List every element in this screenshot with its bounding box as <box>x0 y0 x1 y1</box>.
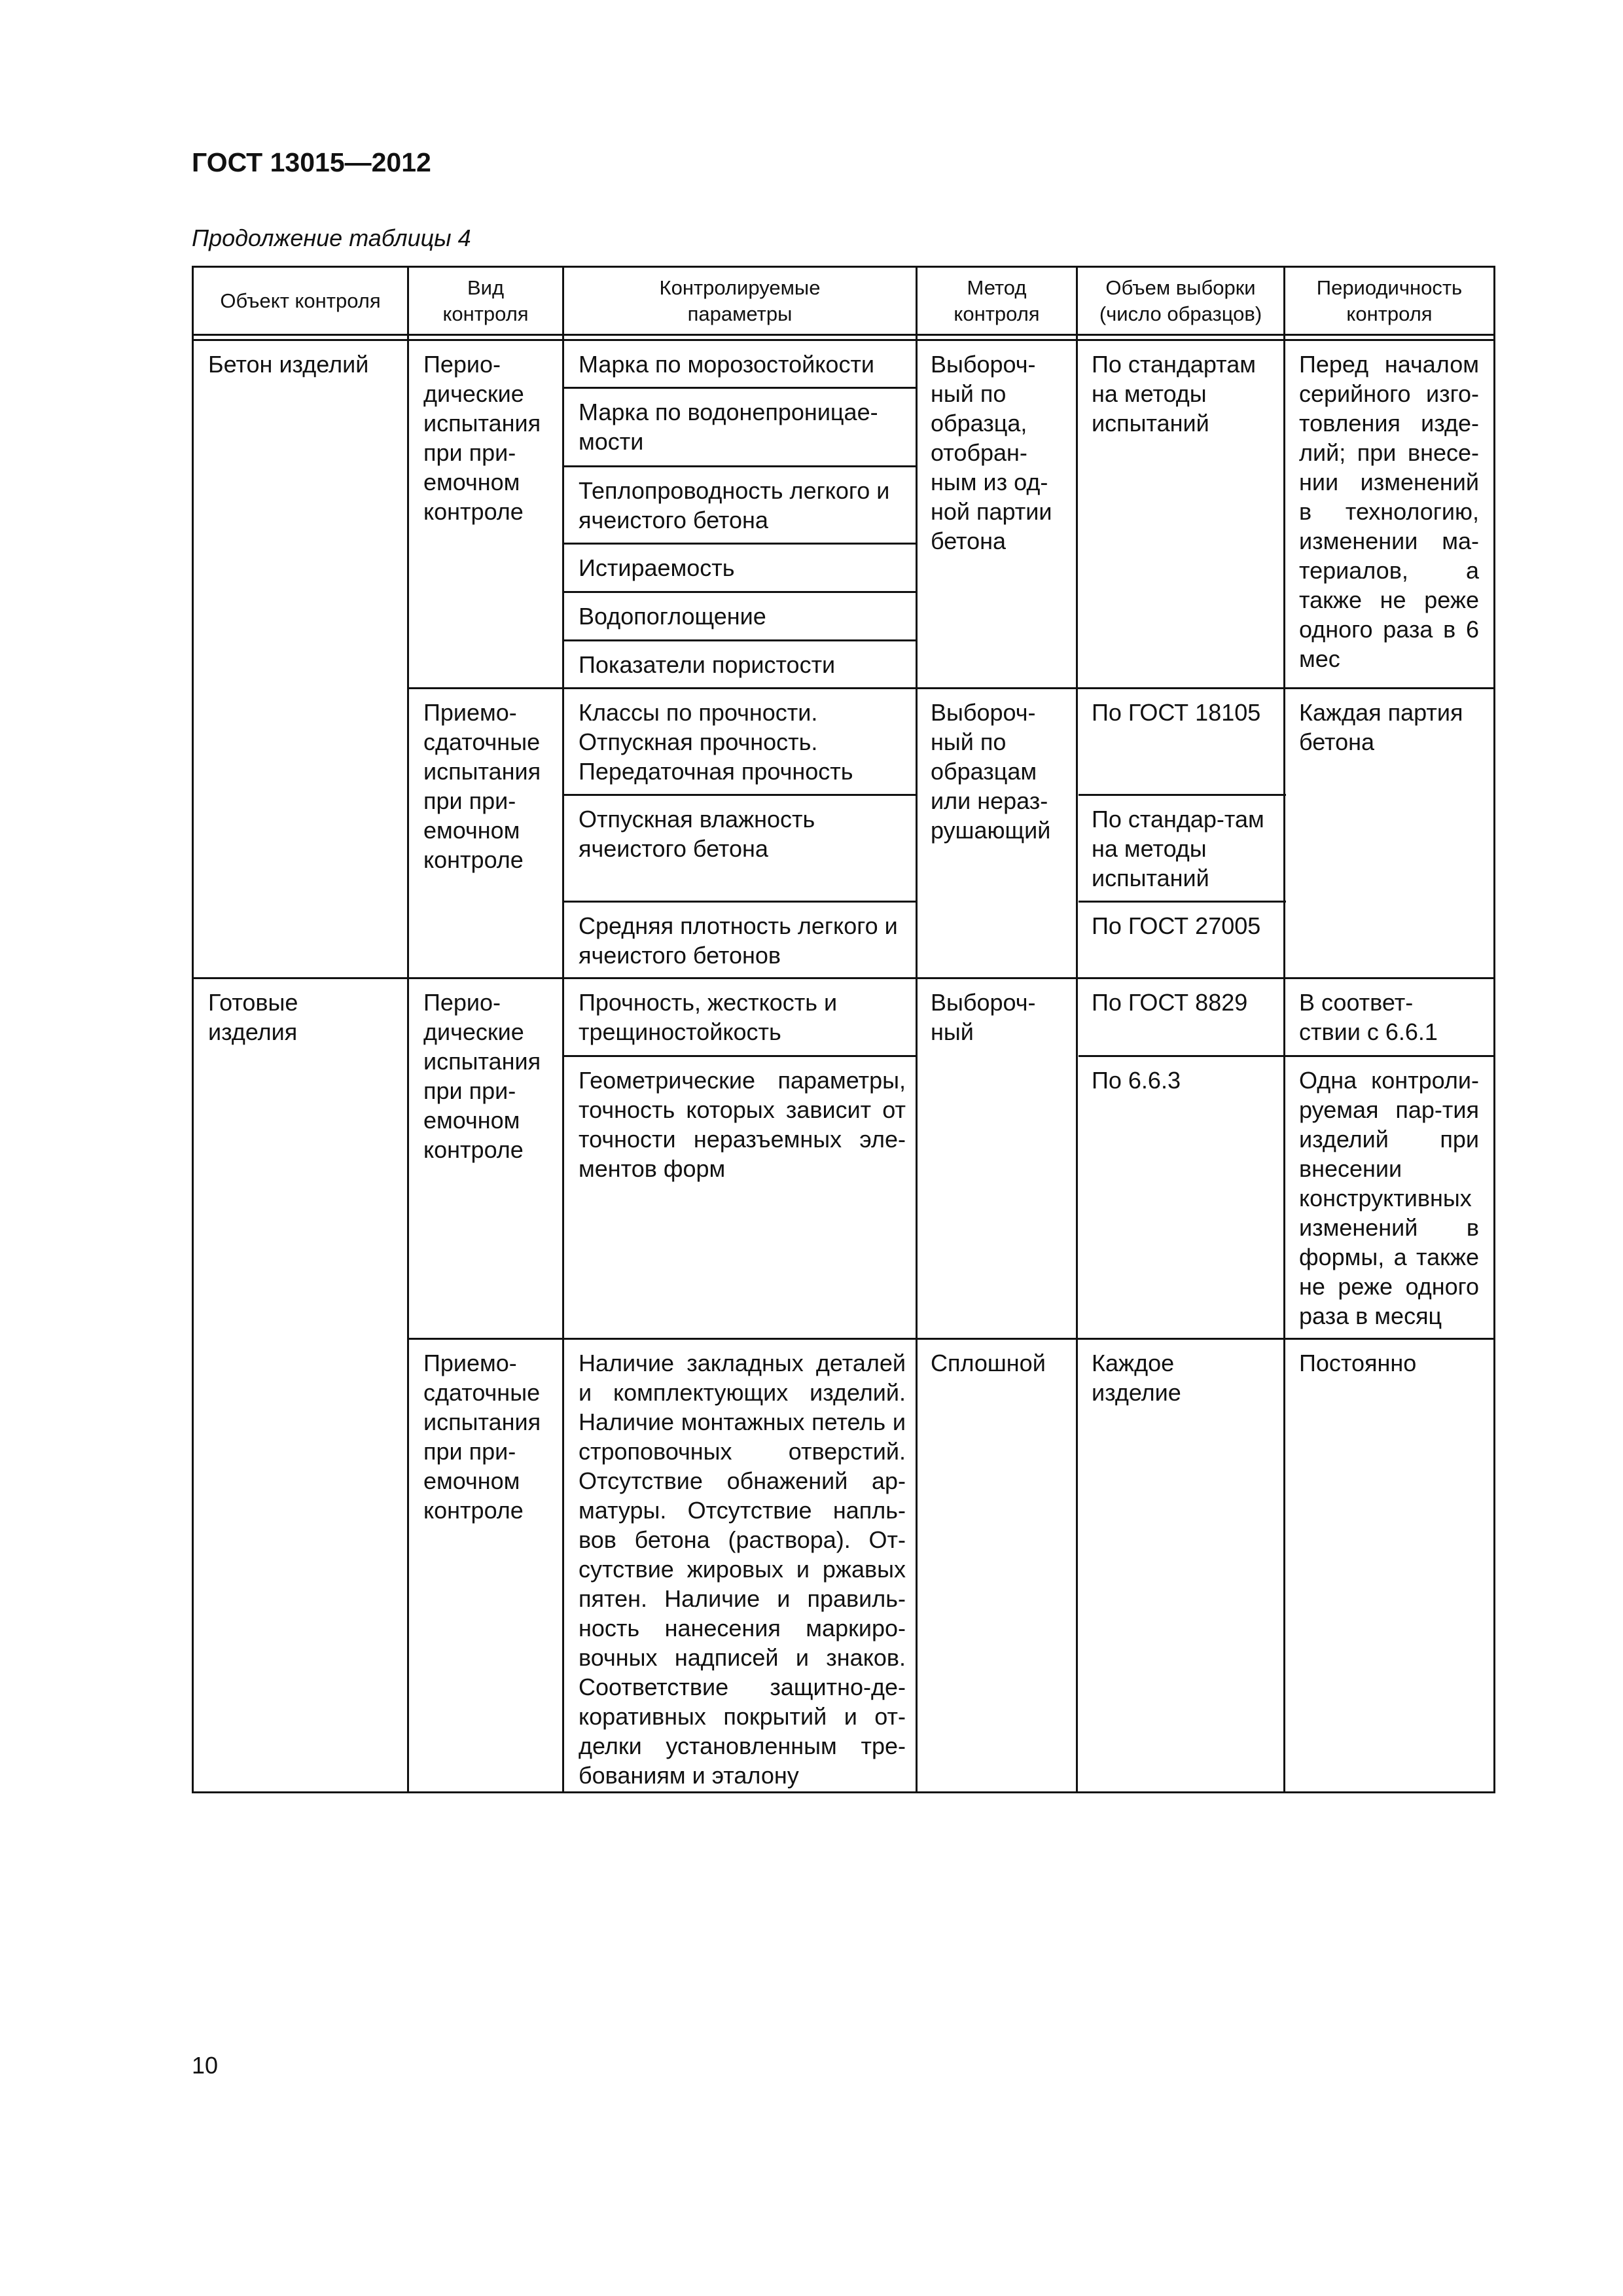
header-cell: Вид контроля <box>442 276 529 325</box>
table-cell-parameter: Прочность, жесткость и трещиностойкость <box>579 989 838 1045</box>
table-cell-parameter: Водопоглощение <box>579 603 766 630</box>
row-divider <box>564 465 918 467</box>
header-cell: Контролируемые параметры <box>659 276 821 325</box>
row-divider <box>564 387 918 389</box>
row-divider <box>407 1338 1495 1340</box>
column-divider <box>407 266 409 1793</box>
table-cell-period: Одна контроли-руемая пар-тия изделий при внесении конструктивных изменений в формы, а также не реже одного раза в месяц <box>1299 1067 1479 1329</box>
table-cell-parameter: Показатели пористости <box>579 651 836 678</box>
header-cell: Объем выборки (число образцов) <box>1099 276 1262 325</box>
table-cell-kind: Перио-дические испытания при при-емочном контроле <box>423 989 541 1163</box>
table-cell-method: Выбороч-ный по образцам или нераз-рушающий <box>931 699 1051 844</box>
table-border-bottom <box>192 1791 1495 1793</box>
header-cell: Метод контроля <box>954 276 1040 325</box>
header-divider <box>192 334 1495 336</box>
row-divider <box>564 901 918 903</box>
row-divider <box>564 639 918 641</box>
row-divider <box>564 1055 918 1057</box>
column-divider <box>1076 266 1078 1793</box>
row-divider <box>1079 901 1286 903</box>
table-cell-parameter: Отпускная влажность ячеистого бетона <box>579 806 815 862</box>
table-cell-kind: Приемо-сдаточные испытания при при-емочном контроле <box>423 699 541 873</box>
row-divider <box>1079 794 1286 796</box>
table-cell-kind: Перио-дические испытания при при-емочном контроле <box>423 351 541 525</box>
table-cell-object: Бетон изделий <box>208 351 369 378</box>
header-cell: Объект контроля <box>220 289 381 312</box>
table-cell-sample: По ГОСТ 18105 <box>1092 699 1261 726</box>
row-divider <box>192 977 1495 979</box>
table-cell-object: Готовые изделия <box>208 989 298 1045</box>
table-cell-sample: По стандартам на методы испытаний <box>1092 351 1256 437</box>
table-cell-parameter: Истираемость <box>579 554 735 581</box>
column-divider <box>916 266 918 1793</box>
row-divider <box>564 543 918 545</box>
table-cell-parameter: Марка по водонепроницае-мости <box>579 399 878 455</box>
header-divider <box>192 339 1495 341</box>
table-cell-sample: По ГОСТ 27005 <box>1092 912 1261 939</box>
table-cell-parameter: Марка по морозостойкости <box>579 351 875 378</box>
table-caption: Продолжение таблицы 4 <box>192 224 471 251</box>
table-cell-parameter: Геометрические параметры, точность которых зависит от точности неразъемных эле-ментов форм <box>579 1067 906 1182</box>
row-divider <box>564 794 918 796</box>
row-divider <box>407 687 1495 689</box>
table-cell-method: Выбороч-ный <box>931 989 1036 1045</box>
table-cell-period: Перед началом серийного изго-товления изде-лий; при внесе-нии изменений в технологию, изменении ма-териалов, а также не реже одного раза в 6 мес <box>1299 351 1479 672</box>
table-cell-method: Сплошной <box>931 1350 1046 1376</box>
table-cell-sample: По стандар-там на методы испытаний <box>1092 806 1264 891</box>
table-cell-period: В соответ-ствии с 6.6.1 <box>1299 989 1438 1045</box>
row-divider <box>1079 1055 1495 1057</box>
table-cell-method: Выбороч-ный по образца, отобран-ным из од-ной партии бетона <box>931 351 1052 554</box>
table-cell-sample: Каждое изделие <box>1092 1350 1181 1406</box>
table-cell-period: Постоянно <box>1299 1350 1417 1376</box>
column-divider <box>562 266 564 1793</box>
document-header: ГОСТ 13015—2012 <box>192 147 431 177</box>
row-divider <box>564 591 918 593</box>
table-cell-parameter: Теплопроводность легкого и ячеистого бетона <box>579 477 890 533</box>
header-cell: Периодичность контроля <box>1316 276 1463 325</box>
table-cell-kind: Приемо-сдаточные испытания при при-емочном контроле <box>423 1350 541 1524</box>
page-number: 10 <box>192 2052 219 2079</box>
table-cell-parameter: Наличие закладных деталей и комплектующих изделий. Наличие монтажных петель и строповочных отверстий. Отсутствие обнажений ар-матуры. Отсутствие напль-вов бетона (раствора). От-сутствие жировых и ржавых пятен. Наличие и правиль-ность нанесения маркиро-вочных надписей и знаков. Соответствие защитно-де-коративных покрытий и от-делки установленным тре-бованиям и эталону <box>579 1350 906 1789</box>
table-cell-parameter: Средняя плотность легкого и ячеистого бетонов <box>579 912 898 969</box>
table-border-left <box>192 266 194 1793</box>
table-border-right <box>1493 266 1495 1793</box>
table-cell-sample: По ГОСТ 8829 <box>1092 989 1248 1016</box>
column-divider <box>1283 266 1285 1793</box>
table-cell-period: Каждая партия бетона <box>1299 699 1463 755</box>
table-cell-sample: По 6.6.3 <box>1092 1067 1181 1094</box>
table-cell-parameter: Классы по прочности. Отпускная прочность. Передаточная прочность <box>579 699 853 785</box>
